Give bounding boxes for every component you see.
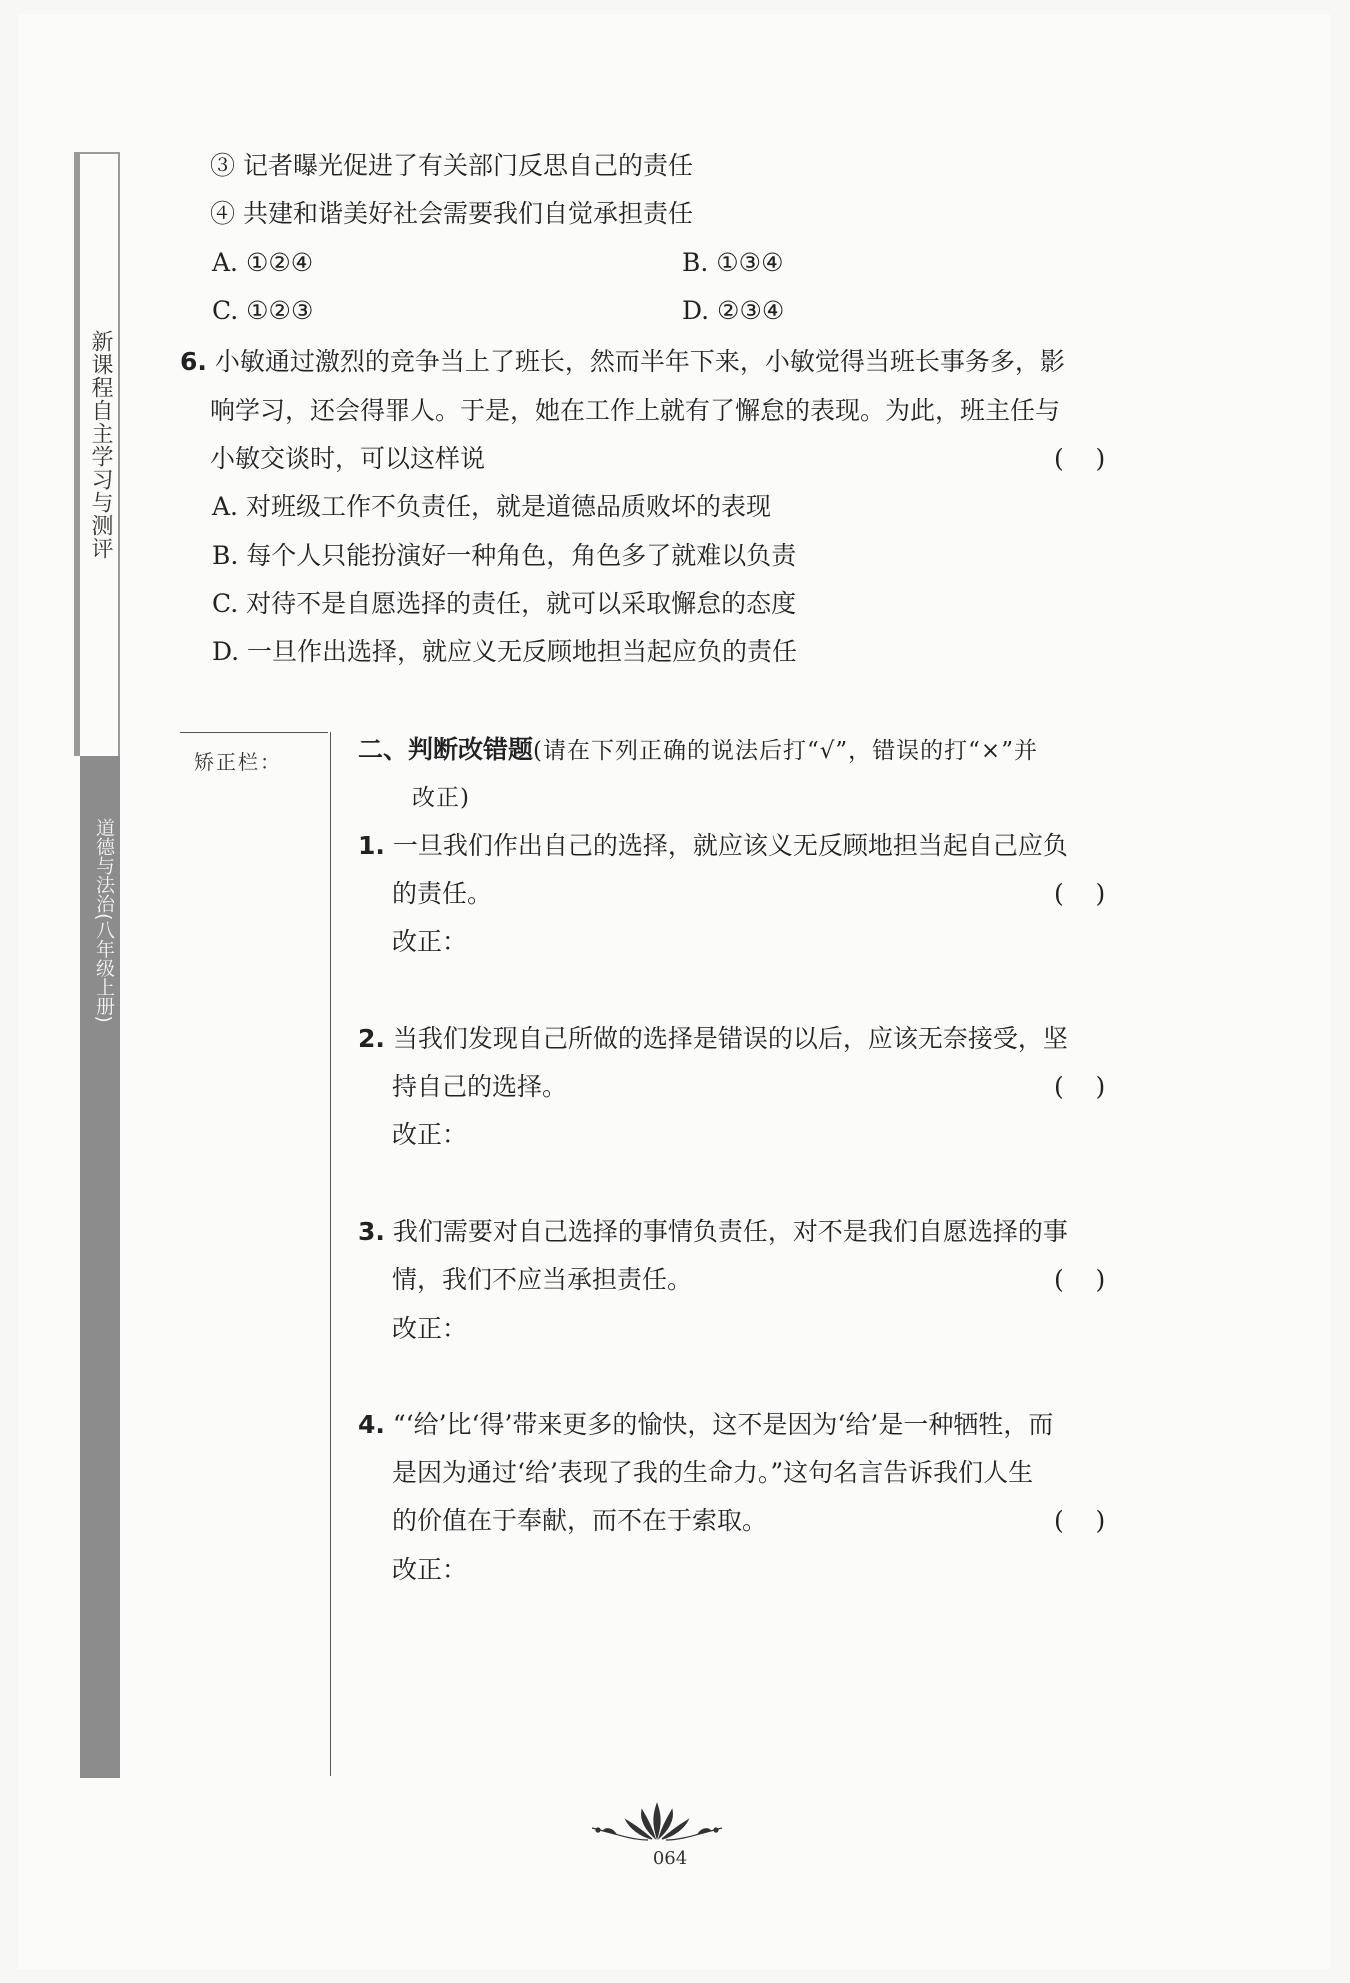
tf-item-3-text-1: 我们需要对自己选择的事情负责任，对不是我们自愿选择的事 bbox=[392, 1217, 1068, 1246]
q5-item-4: ④ 共建和谐美好社会需要我们自觉承担责任 bbox=[210, 199, 693, 228]
book-title: 新课程自主学习与测评 bbox=[88, 330, 113, 560]
tf-item-1-line-1 bbox=[358, 828, 1068, 864]
tf-item-3-answer-paren[interactable]: ( ) bbox=[1054, 1265, 1106, 1294]
tf-item-2-fix-label: 改正： bbox=[392, 1120, 468, 1149]
tf-item-1-line-2: 的责任。 bbox=[392, 879, 493, 908]
tf-item-2-number: 2. bbox=[358, 1024, 385, 1053]
tf-item-4-line-2: 是因为通过‘给’表现了我的生命力。”这句名言告诉我们人生 bbox=[392, 1458, 1034, 1487]
q6-answer-paren[interactable]: ( ) bbox=[1054, 444, 1106, 473]
tf-item-1-fix-label: 改正： bbox=[392, 927, 468, 956]
tf-item-4-number: 4. bbox=[358, 1410, 385, 1439]
q6-line-2: 响学习，还会得罪人。于是，她在工作上就有了懈怠的表现。为此，班主任与 bbox=[210, 396, 1061, 425]
tf-item-3-fix-label: 改正： bbox=[392, 1314, 468, 1343]
floral-ornament-icon bbox=[582, 1798, 732, 1844]
tf-item-1-number: 1. bbox=[358, 831, 385, 860]
subject-label: 道德与法治(八年级上册) bbox=[93, 818, 115, 1023]
tf-item-3-line-2: 情，我们不应当承担责任。 bbox=[392, 1265, 693, 1294]
correction-column-divider bbox=[330, 732, 331, 1776]
correction-column-top-rule bbox=[180, 732, 328, 733]
q6-number: 6. bbox=[180, 347, 207, 376]
tf-item-2-answer-paren[interactable]: ( ) bbox=[1054, 1072, 1106, 1101]
section-2-instructions: (请在下列正确的说法后打“√”，错误的打“×”并 bbox=[533, 738, 1038, 764]
q6-text-1: 小敏通过激烈的竞争当上了班长，然而半年下来，小敏觉得当班长事务多，影 bbox=[214, 347, 1065, 376]
tf-item-4-answer-paren[interactable]: ( ) bbox=[1054, 1506, 1106, 1535]
q5-item-3: ③ 记者曝光促进了有关部门反思自己的责任 bbox=[210, 151, 693, 180]
tf-item-4-fix-label: 改正： bbox=[392, 1555, 468, 1584]
section-2-title: 二、判断改错题 bbox=[358, 735, 534, 764]
tf-item-4-line-3: 的价值在于奉献，而不在于索取。 bbox=[392, 1506, 768, 1535]
tf-item-4-line-1 bbox=[358, 1407, 1053, 1443]
q6-option-b[interactable]: B. 每个人只能扮演好一种角色，角色多了就难以负责 bbox=[212, 541, 797, 570]
q6-option-a[interactable]: A. 对班级工作不负责任，就是道德品质败坏的表现 bbox=[212, 492, 771, 521]
tf-item-2-text-1: 当我们发现自己所做的选择是错误的以后，应该无奈接受，坚 bbox=[392, 1024, 1068, 1053]
tf-item-4-text-1: “‘给’比‘得’带来更多的愉快，这不是因为‘给’是一种牺牲，而 bbox=[392, 1410, 1054, 1439]
q6-option-d[interactable]: D. 一旦作出选择，就应义无反顾地担当起应负的责任 bbox=[212, 637, 798, 666]
tf-item-3-line-1 bbox=[358, 1214, 1068, 1250]
tf-item-1-answer-paren[interactable]: ( ) bbox=[1054, 879, 1106, 908]
tf-item-2-line-1 bbox=[358, 1021, 1068, 1057]
correction-column-label: 矫正栏： bbox=[194, 750, 282, 774]
tf-item-2-line-2: 持自己的选择。 bbox=[392, 1072, 568, 1101]
q6-option-c[interactable]: C. 对待不是自愿选择的责任，就可以采取懈怠的态度 bbox=[212, 589, 797, 618]
q6-line-3: 小敏交谈时，可以这样说 bbox=[210, 444, 486, 473]
q5-option-c[interactable]: C. ①②③ bbox=[212, 296, 314, 325]
page-number: 064 bbox=[652, 1848, 688, 1869]
q5-option-d[interactable]: D. ②③④ bbox=[682, 296, 785, 325]
section-2-heading bbox=[358, 732, 1038, 769]
q6-line-1 bbox=[180, 344, 1065, 380]
section-2-instructions-cont: 改正) bbox=[412, 785, 470, 811]
q5-option-a[interactable]: A. ①②④ bbox=[212, 248, 314, 277]
q5-option-b[interactable]: B. ①③④ bbox=[682, 248, 784, 277]
tf-item-1-text-1: 一旦我们作出自己的选择，就应该义无反顾地担当起自己应负 bbox=[392, 831, 1068, 860]
tf-item-3-number: 3. bbox=[358, 1217, 385, 1246]
